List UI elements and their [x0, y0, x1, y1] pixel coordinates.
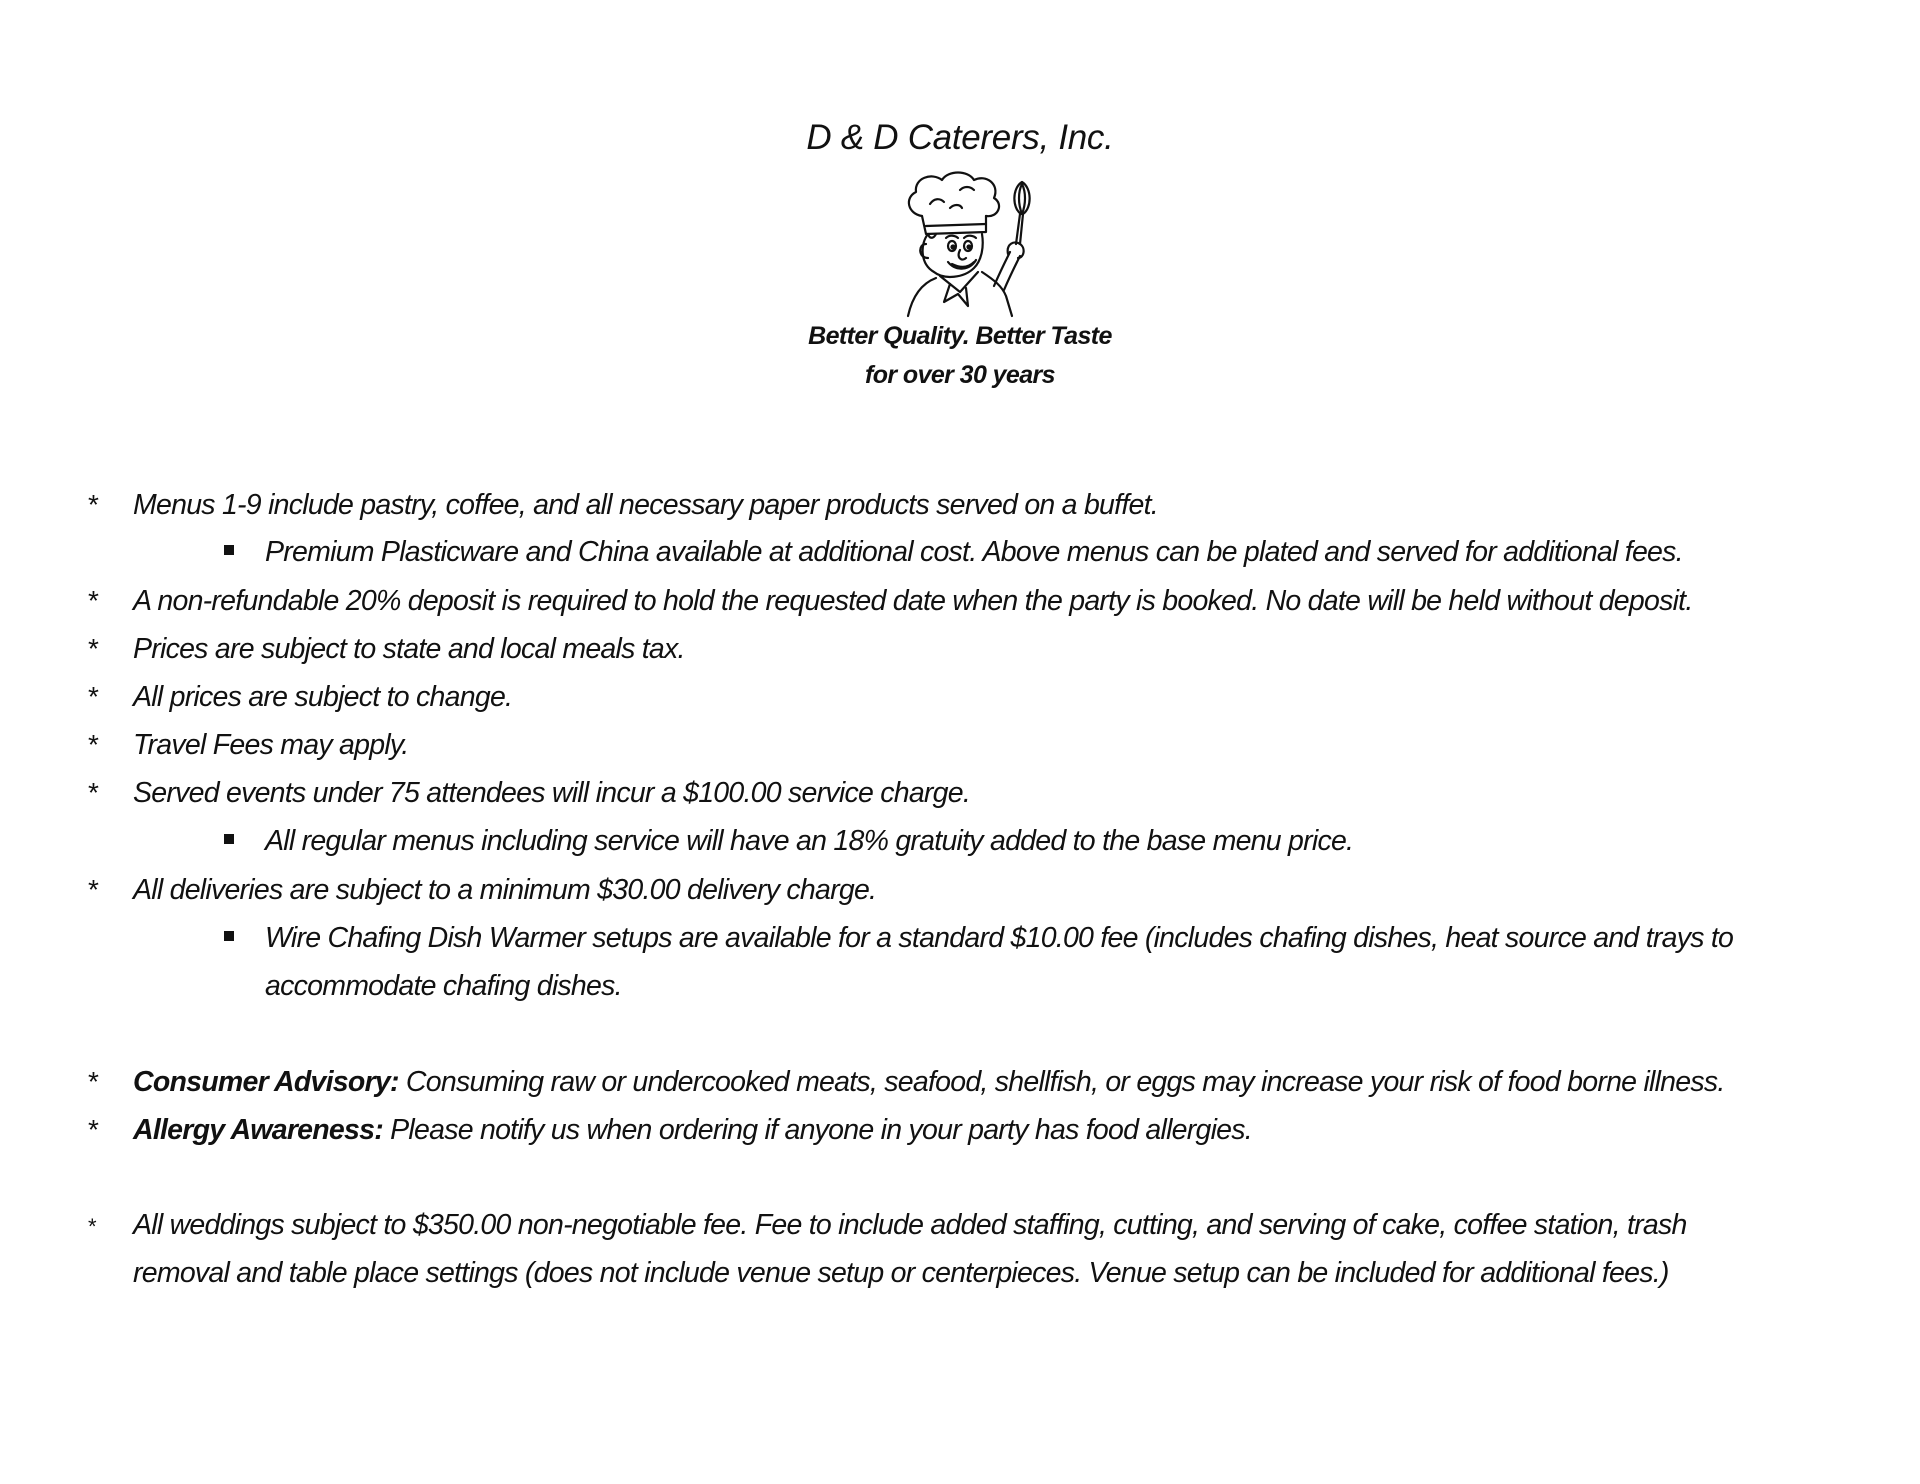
tagline-line1: Better Quality. Better Taste: [808, 322, 1112, 350]
square-bullet: [224, 545, 234, 555]
consumer-advisory-text: Consuming raw or undercooked meats, seafood, shellfish, or eggs may increase your risk of food borne illness.: [398, 1066, 1725, 1098]
note-menus-included: Menus 1-9 include pastry, coffee, and all necessary paper products served on a buffet.: [133, 489, 1158, 521]
note-chafing-line1: Wire Chafing Dish Warmer setups are available for a standard $10.00 fee (includes chafing dishes, heat source and trays to: [265, 922, 1734, 954]
company-name: D & D Caterers, Inc.: [806, 118, 1114, 157]
note-price-change: All prices are subject to change.: [133, 681, 513, 713]
asterisk-bullet: *: [88, 489, 99, 520]
note-deposit: A non-refundable 20% deposit is required to hold the requested date when the party is booked. No date will be held without deposit.: [133, 585, 1693, 617]
asterisk-bullet: *: [88, 1214, 97, 1239]
square-bullet: [224, 931, 234, 941]
note-weddings-line2: removal and table place settings (does not include venue setup or centerpieces. Venue setup can be included for additional fees.): [133, 1257, 1669, 1289]
note-premium-plasticware: Premium Plasticware and China available at additional cost. Above menus can be plated and served for additional fees.: [265, 536, 1683, 568]
note-served-events: Served events under 75 attendees will incur a $100.00 service charge.: [133, 777, 971, 809]
chef-with-whisk-icon: [890, 168, 1050, 318]
note-deliveries: All deliveries are subject to a minimum $30.00 delivery charge.: [133, 874, 877, 906]
square-bullet: [224, 834, 234, 844]
allergy-awareness-text: Please notify us when ordering if anyone in your party has food allergies.: [382, 1114, 1252, 1146]
tagline-line2: for over 30 years: [865, 361, 1055, 389]
consumer-advisory-label: Consumer Advisory:: [133, 1066, 399, 1098]
note-travel-fees: Travel Fees may apply.: [133, 729, 409, 761]
note-tax: Prices are subject to state and local meals tax.: [133, 633, 685, 665]
asterisk-bullet: *: [88, 1114, 99, 1145]
asterisk-bullet: *: [88, 874, 99, 905]
asterisk-bullet: *: [88, 585, 99, 616]
allergy-awareness-label: Allergy Awareness:: [133, 1114, 383, 1146]
note-gratuity: All regular menus including service will have an 18% gratuity added to the base menu price.: [265, 825, 1354, 857]
note-consumer-advisory: [133, 1065, 1725, 1099]
note-allergy-awareness: [133, 1113, 1252, 1147]
asterisk-bullet: *: [88, 681, 99, 712]
asterisk-bullet: *: [88, 1066, 99, 1097]
asterisk-bullet: *: [88, 633, 99, 664]
asterisk-bullet: *: [88, 777, 99, 808]
note-weddings-line1: All weddings subject to $350.00 non-negotiable fee. Fee to include added staffing, cutting, and serving of cake, coffee station, trash: [133, 1209, 1687, 1241]
asterisk-bullet: *: [88, 729, 99, 760]
note-chafing-line2: accommodate chafing dishes.: [265, 970, 622, 1002]
